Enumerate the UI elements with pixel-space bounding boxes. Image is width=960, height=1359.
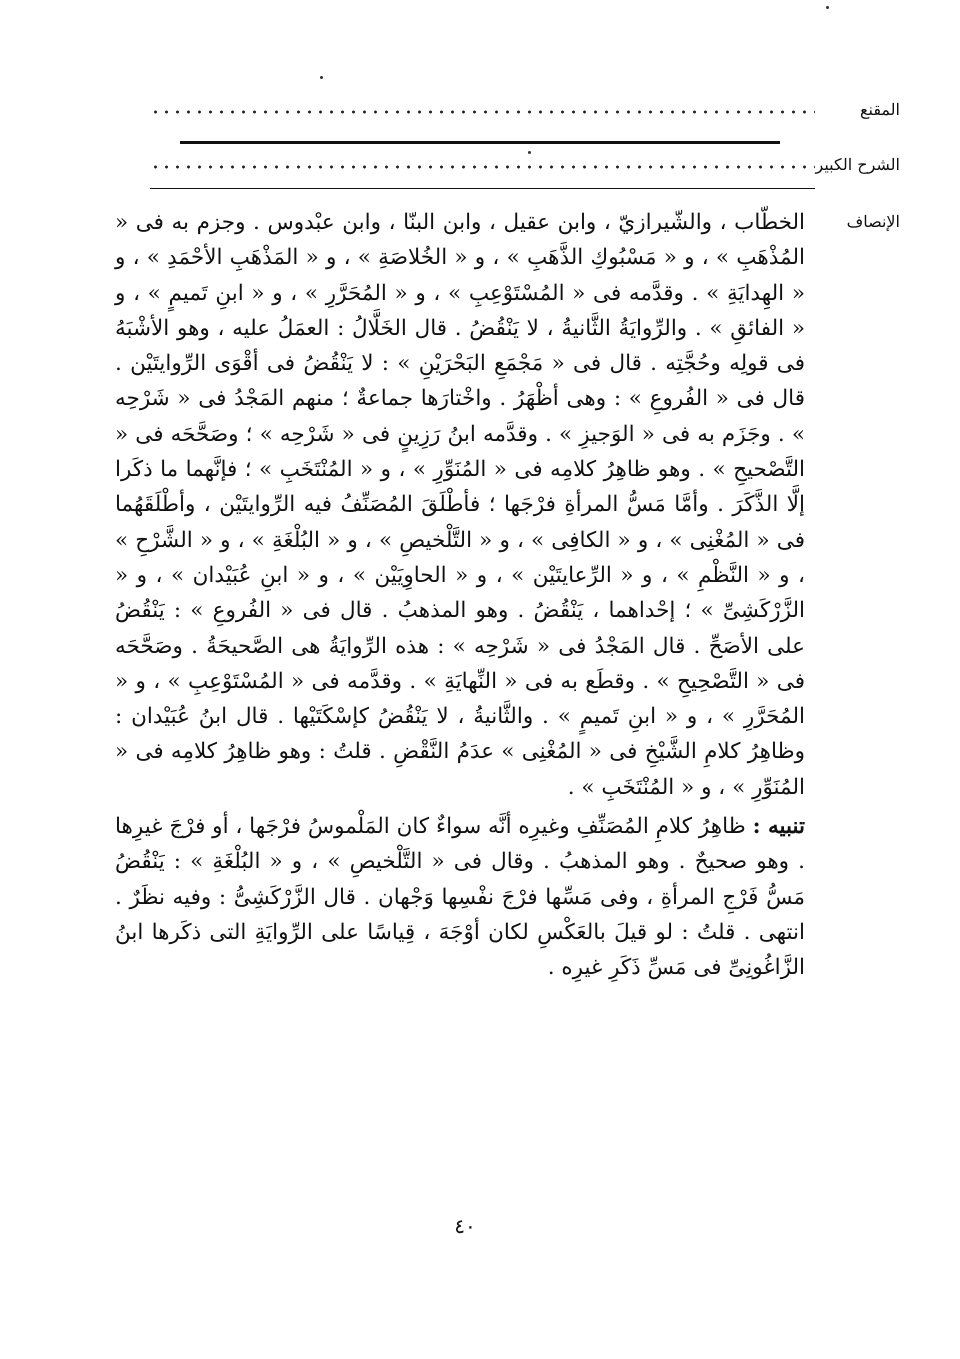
body-paragraph: الخطّاب ، والشّيرازيّ ، وابن عقيل ، وابن البنّا ، وابن عبْدوس . وجزم به فى « المُذْهَبِ » ، و « مَسْبُوكِ الذَّهَبِ » ، و « الخُلاصَةِ » ، و « المَذْهَبِ الأحْمَدِ » ، و « الهِدايَةِ » . وقدَّمه فى « المُسْتَوْعِبِ » ، و « المُحَرَّرِ » ، و « ابنِ تَميمٍ » ، و « الفائقِ » . والرِّوايَةُ الثَّانيةُ ، لا يَنْقُضُ . قال الخَلَّالُ : العمَلُ عليه ، وهو الأشْبَهُ فى قولِه وحُجَّتِه . قال فى « مَجْمَعِ البَحْرَيْنِ » : لا يَنْقُضُ فى أقْوَى الرِّوايتَيْن . قال فى « الفُروعِ » : وهى أظْهَرُ . واخْتارَها جماعةٌ ؛ منهم المَجْدُ فى « شَرْحِه » . وجَزَم به فى « الوَجيزِ » . وقدَّمه ابنُ رَزِينٍ فى « شَرْحِه » ؛ وصَحَّحَه فى « التَّصْحيحِ » . وهو ظاهِرُ كلامِه فى « المُنَوِّرِ » ، و « المُنْتَخَبِ » ؛ فإنَّهما ما ذكَرا إلَّا الذَّكَرَ . وأمَّا مَسُّ المرأةِ فرْجَها ؛ فأطْلَقَ المُصَنِّفُ فيه الرِّوايتَيْن ، وأطْلَقَهُما فى « المُغْنِى » ، و « الكافِى » ، و « التَّلْخيصِ » ، و « البُلْغَةِ » ، و « الشَّرْحِ » ، و « النَّظْمِ » ، و « الرِّعايتَيْن » ، و « الحاوِيَيْن » ، و « ابنِ عُبَيْدان » ، و « الزَّرْكَشِىِّ » ؛ إحْداهما ، يَنْقُضُ . وهو المذهبُ . قال فى « الفُروعِ » : يَنْقُضُ على الأصَحِّ . قال المَجْدُ فى « شَرْحِه » : هذه الرِّوايَةُ هى الصَّحيحَةُ . وصَحَّحَه فى « التَّصْحِيحِ » . وقطَع به فى « النِّهايَةِ » . وقدَّمه فى « المُسْتَوْعِبِ » ، و « المُحَرَّرِ » ، و « ابنِ تَميمٍ » . والثَّانيةُ ، لا يَنْقُضُ كإسْكَتَيْها . قال ابنُ عُبَيْدان : وظاهِرُ كلامِ الشَّيْخِ فى « المُغْنِى » عدَمُ النَّقْضِ . قلتُ : وهو ظاهِرُ كلامِه فى « المُنَوِّرِ » ، و « المُنْتَخَبِ » . [115,210,805,800]
speck [826,6,829,9]
insaf-text-block [115,205,805,986]
speck [320,76,323,79]
note-title: تنبيه : [752,814,805,840]
margin-label-muqni: المقنع [859,100,900,119]
speck [528,151,531,154]
note-paragraph [115,809,805,985]
dotted-placeholder-sharh [150,165,815,169]
margin-label-insaf: الإنصاف [846,212,900,231]
note-text: ظاهِرُ كلامِ المُصَنِّفِ وغيرِه أنَّه سواءٌ كان المَلْموسُ فرْجَها ، أو فرْجَ غيرِها . وهو صحيحٌ . وهو المذهبُ . وقال فى « التَّلْخيصِ » ، و « البُلْغَةِ » : يَنْقُضُ مَسُّ فَرْجِ المرأةِ ، وفى مَسِّها فرْجَ نفْسِها وَجْهان . قال الزَّرْكَشِىُّ : وفيه نظَرٌ . انتهى . قلتُ : لو قيلَ بالعَكْسِ لكان أوْجَهَ ، قِياسًا على الرِّوايَةِ التى ذكَرها ابنُ الزَّاغُونِىِّ فى مَسِّ ذَكَرِ غيرِه . [115,814,805,981]
margin-label-sharh: الشرح الكبير [815,155,900,174]
section-divider-thick [180,141,780,144]
page-number: ٤٠ [454,1214,476,1238]
section-divider-thin [150,188,815,189]
dotted-placeholder-muqni [150,110,815,114]
